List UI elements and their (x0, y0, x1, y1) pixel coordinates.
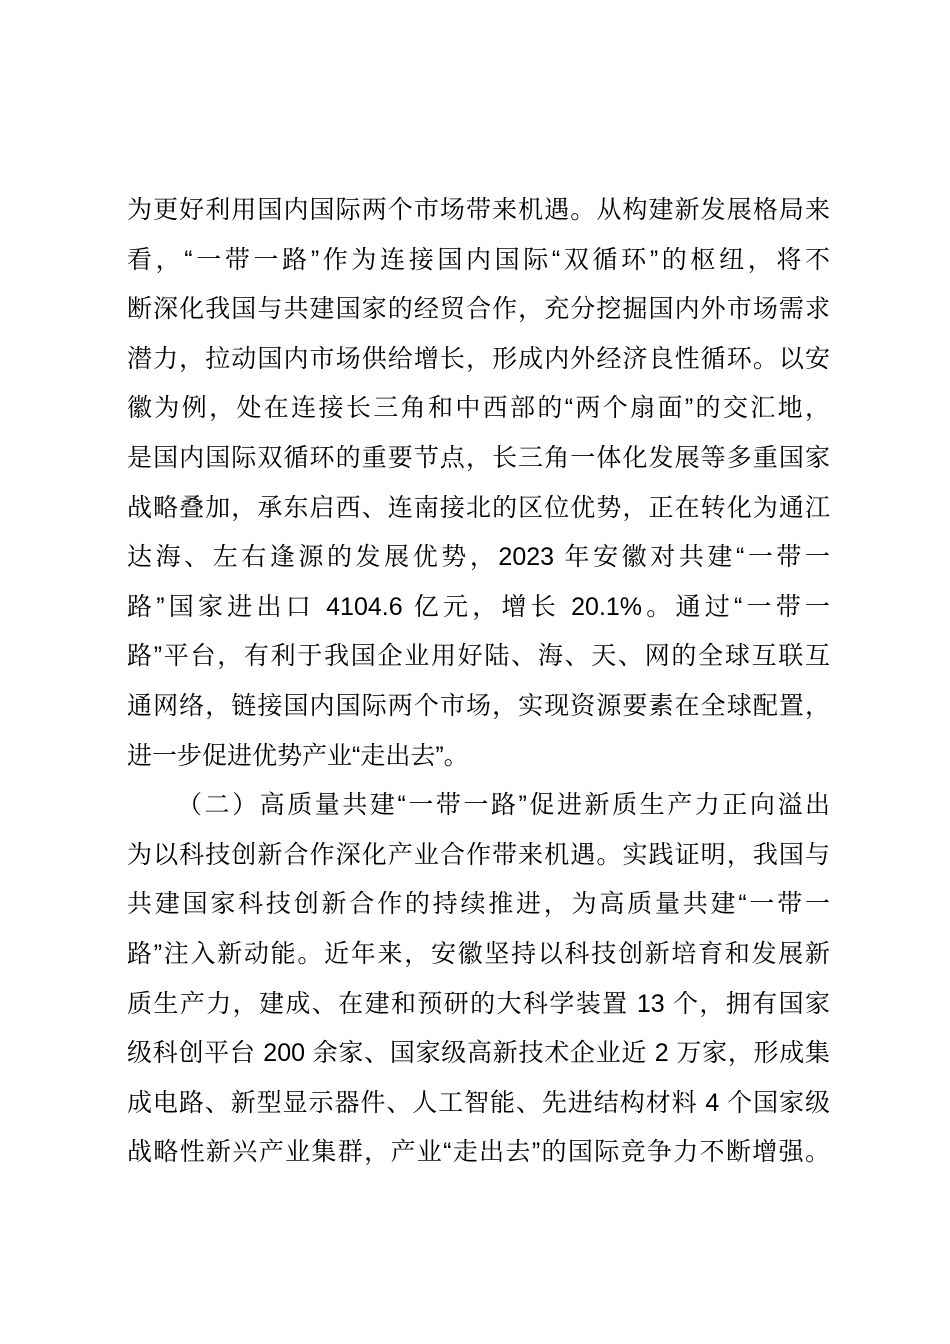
text-line: 断深化我国与共建国家的经贸合作，充分挖掘国内外市场需求 (127, 295, 830, 324)
text-body (127, 186, 830, 1178)
text-line: 战略性新兴产业集群，产业“走出去”的国际竞争力不断增强。 (127, 1138, 830, 1167)
text-line: 路”注入新动能。近年来，安徽坚持以科技创新培育和发展新 (127, 939, 830, 968)
text-line: 质生产力，建成、在建和预研的大科学装置 13 个，拥有国家 (127, 989, 830, 1018)
text-line: 级科创平台 200 余家、国家级高新技术企业近 2 万家，形成集 (127, 1039, 830, 1068)
text-line: 看，“一带一路”作为连接国内国际“双循环”的枢纽，将不 (127, 245, 830, 274)
text-line: 战略叠加，承东启西、连南接北的区位优势，正在转化为通江 (127, 493, 830, 522)
paragraph-continuation (127, 186, 830, 781)
text-line: 通网络，链接国内国际两个市场，实现资源要素在全球配置， (127, 691, 830, 720)
text-line: 达海、左右逢源的发展优势，2023 年安徽对共建“一带一 (127, 543, 830, 572)
paragraph-section-two (127, 781, 830, 1178)
text-line: 共建国家科技创新合作的持续推进，为高质量共建“一带一 (127, 890, 830, 919)
text-line: 徽为例，处在连接长三角和中西部的“两个扇面”的交汇地， (127, 394, 830, 423)
text-line: 进一步促进优势产业“走出去”。 (127, 741, 469, 770)
text-line: 为更好利用国内国际两个市场带来机遇。从构建新发展格局来 (127, 196, 830, 224)
text-line: 路”平台，有利于我国企业用好陆、海、天、网的全球互联互 (127, 642, 830, 671)
text-line: 路”国家进出口 4104.6 亿元，增长 20.1%。通过“一带一 (127, 592, 830, 621)
text-line: 为以科技创新合作深化产业合作带来机遇。实践证明，我国与 (127, 840, 830, 869)
text-line: 潜力，拉动国内市场供给增长，形成内外经济良性循环。以安 (127, 344, 830, 373)
text-line: 是国内国际双循环的重要节点，长三角一体化发展等多重国家 (127, 443, 830, 472)
section-heading-line: （二）高质量共建“一带一路”促进新质生产力正向溢出 (177, 791, 830, 820)
text-line: 成电路、新型显示器件、人工智能、先进结构材料 4 个国家级 (127, 1088, 830, 1117)
